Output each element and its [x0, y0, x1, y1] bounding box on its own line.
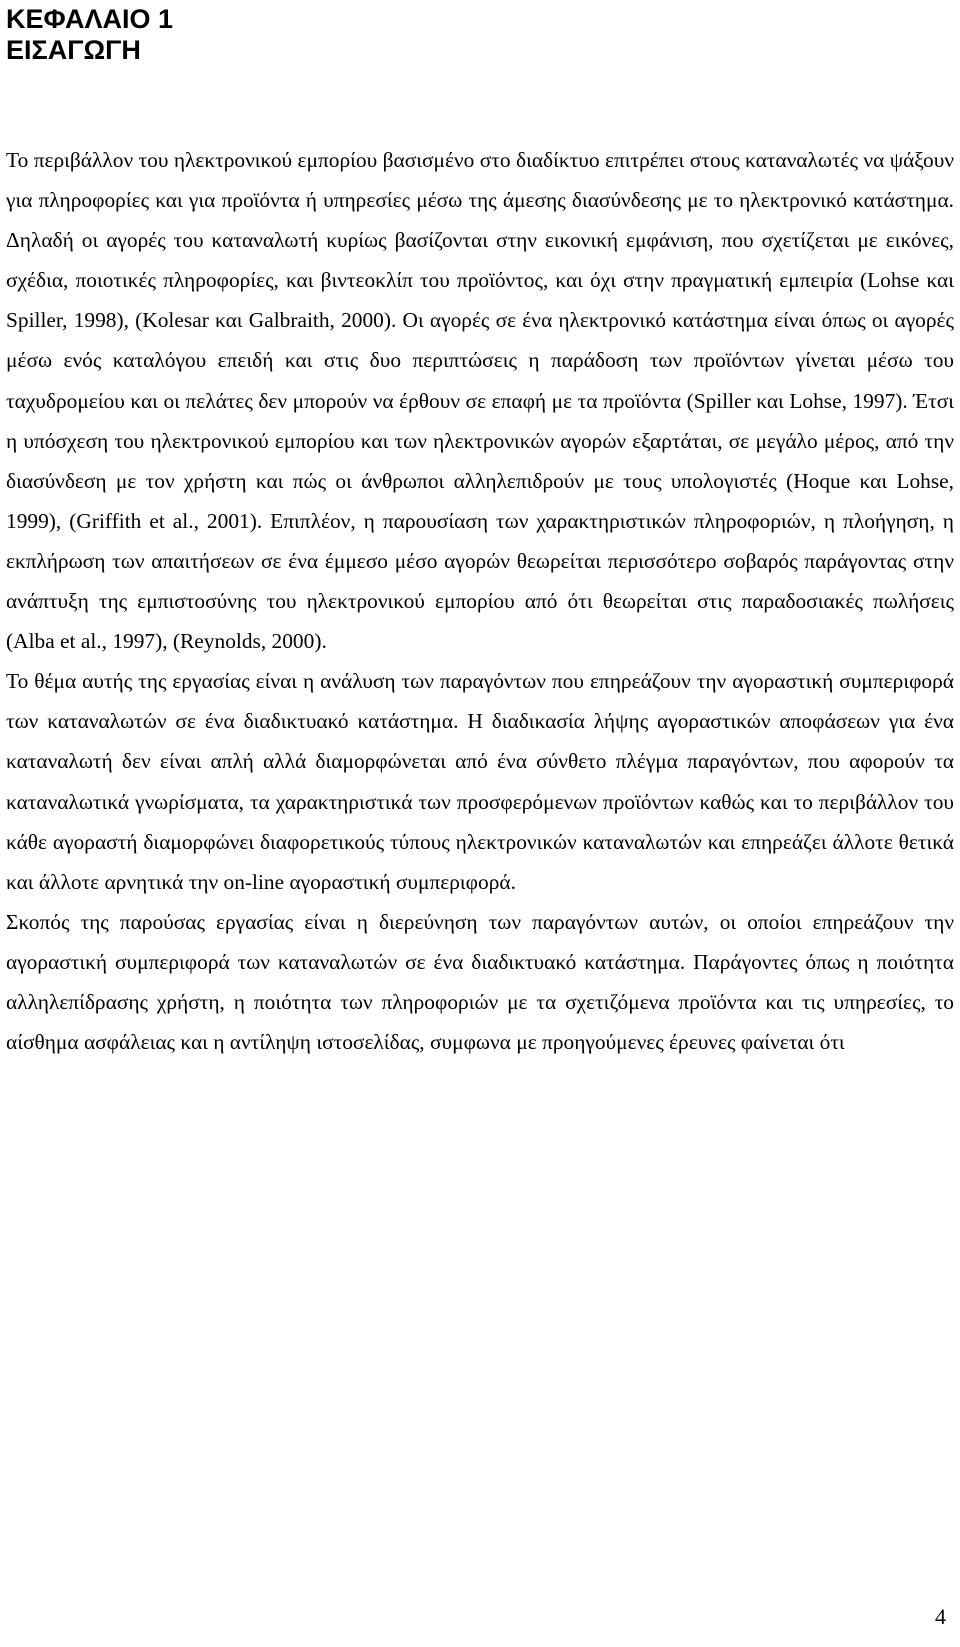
- chapter-title: ΕΙΣΑΓΩΓΗ: [6, 35, 141, 65]
- chapter-heading: [6, 4, 173, 66]
- body-text: [6, 140, 954, 1062]
- paragraph-introduction: Το περιβάλλον του ηλεκτρονικού εμπορίου βασισμένο στο διαδίκτυο επιτρέπει στους καταναλωτές να ψάξουν για πληροφορίες και για προϊόντα ή υπηρεσίες μέσω της άμεσης διασύνδεσης με το ηλεκτρονικό κατάστημα. Δηλαδή οι αγορές του καταναλωτή κυρίως βασίζονται στην εικονική εμφάνιση, που σχετίζεται με εικόνες, σχέδια, ποιοτικές πληροφορίες, και βιντεοκλίπ του προϊόντος, και όχι στην πραγματική εμπειρία (Lohse και Spiller, 1998), (Kolesar και Galbraith, 2000). Οι αγορές σε ένα ηλεκτρονικό κατάστημα είναι όπως οι αγορές μέσω ενός καταλόγου επειδή και στις δυο περιπτώσεις η παράδοση των προϊόντων γίνεται μέσω του ταχυδρομείου και οι πελάτες δεν μπορούν να έρθουν σε επαφή με τα προϊόντα (Spiller και Lohse, 1997). Έτσι η υπόσχεση του ηλεκτρονικού εμπορίου και των ηλεκτρονικών αγορών εξαρτάται, σε μεγάλο μέρος, από την διασύνδεση με τον χρήστη και πώς οι άνθρωποι αλληλεπιδρούν με τους υπολογιστές (Hoque και Lohse, 1999), (Griffith et al., 2001). Επιπλέον, η παρουσίαση των χαρακτηριστικών πληροφοριών, η πλοήγηση, η εκπλήρωση των απαιτήσεων σε ένα έμμεσο μέσο αγορών θεωρείται περισσότερο σοβαρός παράγοντας στην ανάπτυξη της εμπιστοσύνης του ηλεκτρονικού εμπορίου από ότι θεωρείται στις παραδοσιακές πωλήσεις (Alba et al., 1997), (Reynolds, 2000).: [6, 148, 954, 654]
- paragraph-purpose: Σκοπός της παρούσας εργασίας είναι η διερεύνηση των παραγόντων αυτών, οι οποίοι επηρεάζουν την αγοραστική συμπεριφορά των καταναλωτών σε ένα διαδικτυακό κατάστημα. Παράγοντες όπως η ποιότητα αλληλεπίδρασης χρήστη, η ποιότητα των πληροφοριών με τα σχετιζόμενα προϊόντα και τις υπηρεσίες, το αίσθημα ασφάλειας και η αντίληψη ιστοσελίδας, συμφωνα με προηγούμενες έρευνες φαίνεται ότι: [6, 909, 954, 1055]
- paragraph-topic: Το θέμα αυτής της εργασίας είναι η ανάλυση των παραγόντων που επηρεάζουν την αγοραστική συμπεριφορά των καταναλωτών σε ένα διαδικτυακό κατάστημα. Η διαδικασία λήψης αγοραστικών αποφάσεων για ένα καταναλωτή δεν είναι απλή αλλά διαμορφώνεται από ένα σύνθετο πλέγμα παραγόντων, που αφορούν τα καταναλωτικά γνωρίσματα, τα χαρακτηριστικά των προσφερόμενων προϊόντων καθώς και το περιβάλλον του κάθε αγοραστή διαμορφώνει διαφορετικούς τύπους ηλεκτρονικών καταναλωτών και επηρεάζει άλλοτε θετικά και άλλοτε αρνητικά την on-line αγοραστική συμπεριφορά.: [6, 669, 954, 894]
- chapter-number: ΚΕΦΑΛΑΙΟ 1: [6, 4, 173, 34]
- page-number: 4: [935, 1604, 946, 1629]
